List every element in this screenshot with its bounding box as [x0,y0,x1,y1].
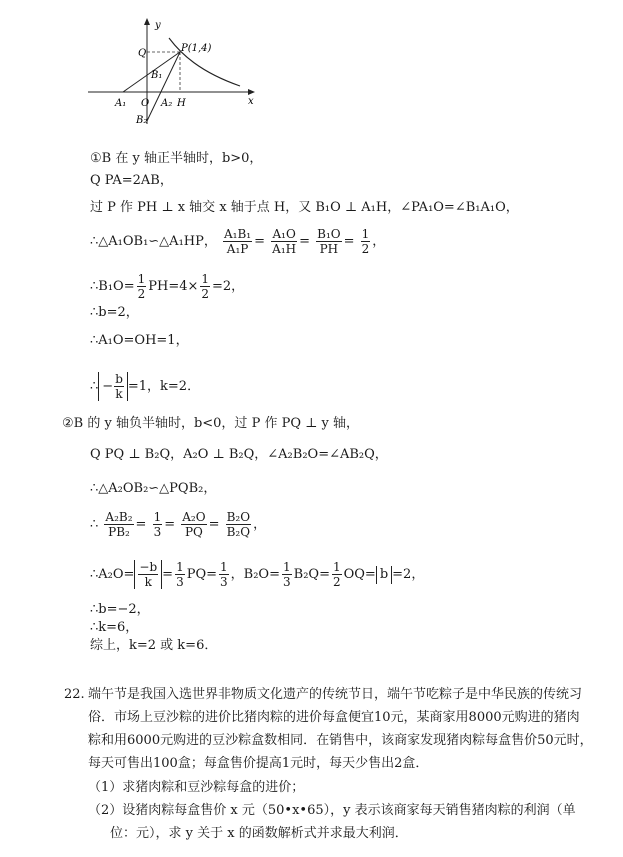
label-y: y [155,20,161,31]
q22-para-line1: 端午节是我国入选世界非物质文化遗产的传统节日，端午节吃粽子是中华民族的传统习 [88,687,583,702]
case2-line2: Q PQ ⊥ B₂Q，A₂O ⊥ B₂Q，∠A₂B₂O=∠AB₂Q， [90,447,388,462]
coordinate-figure [85,16,260,128]
frac-b1o-ph: $\frac{\text{B₁O}}{PH}$ [317,227,341,256]
q22-sub1: （1）求猪肉粽和豆沙粽每盒的进价； [88,780,305,795]
case1-line3: 过 P 作 PH ⊥ x 轴交 x 轴于点 H，又 B₁O ⊥ A₁H，∠PA₁O=∠B₁A₁O， [90,200,519,215]
q22-para-line3: 粽和用6000元购进的豆沙粽盒数相同．在销售中，该商家发现猪肉粽每盒售价50元时， [88,733,593,748]
abs-neg-b-over-k: − $\frac{b}{k}$ [98,372,128,401]
frac-one-half: $\frac{1}{2}$ [361,227,370,256]
case2-line6: ∴b=−2， [90,602,150,617]
frac-a2b2-pb2: $\frac{\text{A₂B₂}}{\text{PB₂}}$ [105,510,133,539]
frac-half-b: $\frac{1}{2}$ [201,272,210,301]
label-a2: A₂ [161,98,173,109]
label-x: x [248,96,254,107]
label-o: O [141,98,150,109]
case1-line1: ①B 在 y 轴正半轴时，b>0， [90,151,263,166]
q22-number: 22. [64,687,85,702]
abs-b: b [376,566,392,584]
frac-one-third: $\frac{1}{3}$ [153,510,162,539]
frac-b2o-b2q: $\frac{\text{B₂O}}{\text{B₂Q}}$ [226,510,251,539]
line-b2-p [147,52,180,121]
case2-line3: ∴△A₂OB₂∽△PQB₂， [90,481,217,496]
case1-line6: ∴b=2， [90,305,139,320]
frac-a2o-pq: $\frac{\text{A₂O}}{PQ}$ [182,510,206,539]
x-axis-arrow [248,89,255,95]
case2-line1: ②B 的 y 轴负半轴时，b<0，过 P 作 PQ ⊥ y 轴， [62,416,359,431]
label-p: P(1,4) [181,43,212,54]
frac-a1b1-a1p: $\frac{\text{A₁B₁}}{\text{A₁P}}$ [224,227,252,256]
q22-para-line2: 俗．市场上豆沙粽的进价比猪肉粽的进价每盒便宜10元，某商家用8000元购进的猪肉 [88,710,580,725]
label-b2: B₂ [136,115,148,126]
q22-sub2: （2）设猪肉粽每盒售价 x 元（50•x•65），y 表示该商家每天销售猪肉粽的利润（单 [88,803,576,818]
label-a1: A₁ [115,98,127,109]
label-h: H [177,98,186,109]
case1-line4: ∴△A₁OB₁∽△A₁HP， $\frac{\text{A₁B₁}}{\text{A₁P}}$ = $\frac{\text{A₁O}}{\text{A₁H}}$ = $\frac{\text{B₁O}}{PH}$ = $\frac{1}{2}$ ， [90,227,386,256]
label-q: Q [138,48,147,59]
case2-line4: ∴ $\frac{\text{A₂B₂}}{\text{PB₂}}$ = $\frac{1}{3}$ = $\frac{\text{A₂O}}{PQ}$ = $\frac{\text{B₂O}}{\text{B₂Q}}$ ， [90,510,267,539]
label-b1: B₁ [151,70,163,81]
case1-line7: ∴A₁O=OH=1， [90,333,189,348]
case1-line2: Q PA=2AB， [90,173,173,188]
q22-para-line4: 每天可售出100盒；每盒售价提高1元时，每天少售出2盒． [88,756,429,771]
case1-line8: ∴ − $\frac{b}{k}$ =1，k=2． [90,372,201,401]
abs-neg-b-over-k-2: $\frac{-b}{k}$ [134,560,162,589]
case2-line8: 综上，k=2 或 k=6． [90,638,218,653]
case2-line5: ∴A₂O= $\frac{-b}{k}$ = $\frac{1}{3}$ PQ= $\frac{1}{3}$ ，B₂O= $\frac{1}{3}$ B₂Q= $\frac{1}{2}$ OQ= b =2， [90,560,425,589]
case1-line5: ∴B₁O= $\frac{1}{2}$ PH=4× $\frac{1}{2}$ =2， [90,272,245,301]
frac-half-a: $\frac{1}{2}$ [137,272,146,301]
frac-a1o-a1h: $\frac{\text{A₁O}}{\text{A₁H}}$ [272,227,297,256]
case2-line7: ∴k=6， [90,620,139,635]
y-axis-arrow [144,18,150,25]
q22-sub3: 位：元），求 y 关于 x 的函数解析式并求最大利润． [110,826,408,841]
case1-l4-pre: ∴△A₁OB₁∽△A₁HP， [90,234,217,249]
